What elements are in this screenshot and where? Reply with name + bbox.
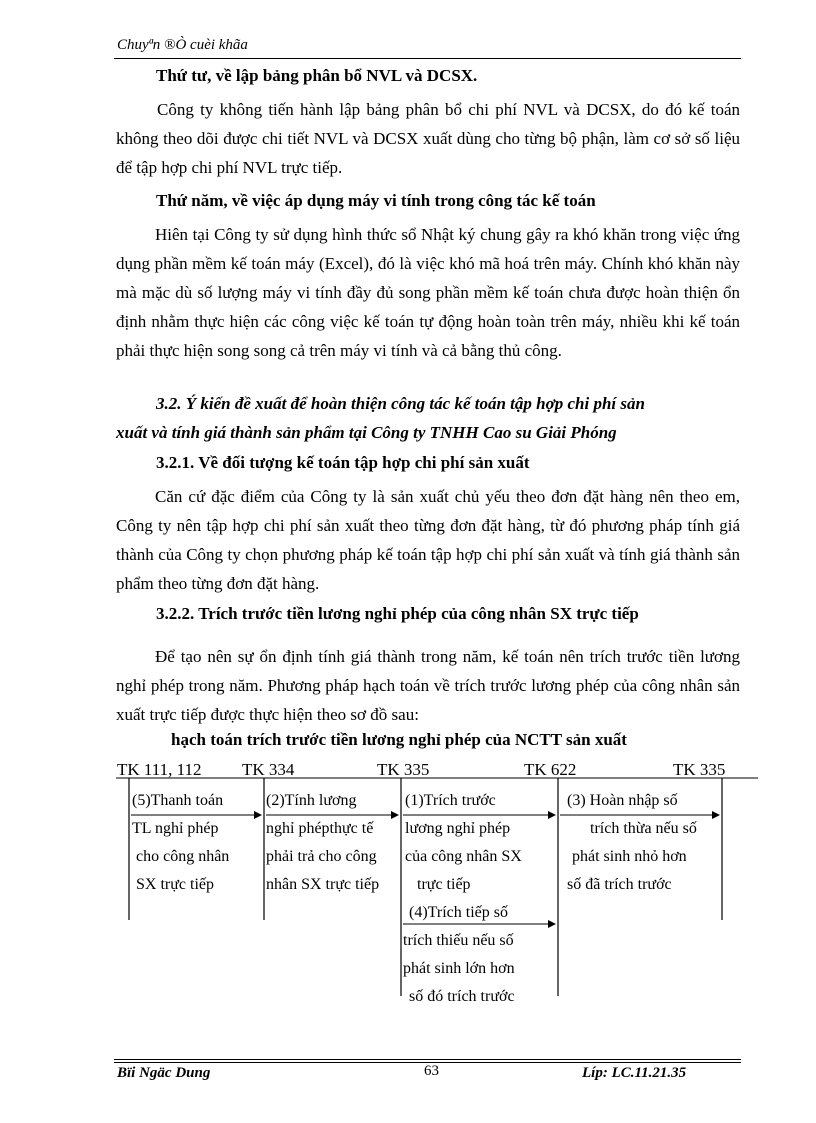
section-5-paragraph: Hiên tại Công ty sử dụng hình thức sổ Nhật ký chung gây ra khó khăn trong việc ứng dụng phần mềm kế toán máy (Excel), đó là việc khó mã hoá trên máy. Chính khó khăn này mà mặc dù số lượng máy vi tính đầy đủ song phần mềm kế toán chưa được hoàn thiện ổn định nhằm thực hiện các công việc kế toán tự động hoàn toàn trên máy, nhiều khi kế toán phải thực hiện song song cả trên máy vi tính và cả bằng thủ công. — [116, 225, 740, 360]
entry-2-line1: (2)Tính lương — [266, 792, 357, 809]
entry-4-line2: trích thiếu nếu số — [403, 932, 514, 949]
account-label-tk335: TK 335 — [377, 760, 430, 779]
entry-5-line2: TL nghỉ phép — [132, 820, 219, 837]
section-heading-3-2-1: 3.2.1. Về đối tượng kế toán tập hợp chi phí sản xuất — [156, 453, 530, 472]
diagram-title: hạch toán trích trước tiền lương nghỉ phép của NCTT sản xuất — [171, 730, 627, 749]
entry-2-line4: nhân SX trực tiếp — [266, 876, 380, 893]
entry-1-line1: (1)Trích trước — [405, 792, 496, 809]
section-4-paragraph: Công ty không tiến hành lập bảng phân bổ chi phí NVL và DCSX, do đó kế toán không theo dõi được chi tiết NVL và DCSX xuất dùng cho từng bộ phận, làm cơ sở số liệu để tập hợp chi phí NVL trực tiếp. — [116, 100, 740, 177]
entry-3-line1: (3) Hoàn nhập số — [567, 792, 678, 809]
section-heading-3-2-2: 3.2.2. Trích trước tiền lương nghỉ phép của công nhân SX trực tiếp — [156, 604, 639, 623]
footer-rule-top — [114, 1059, 741, 1060]
entry-5-line1: (5)Thanh toán — [132, 792, 224, 809]
entry-1-line4: trực tiếp — [417, 876, 471, 893]
entry-5-line4: SX trực tiếp — [136, 876, 214, 893]
entry-2-line2: nghỉ phépthực tế — [266, 820, 374, 837]
account-label-tk111: TK 111, 112 — [117, 760, 202, 779]
section-3-2-1-paragraph: Căn cứ đặc điểm của Công ty là sản xuất chủ yếu theo đơn đặt hàng nên theo em, Công ty nên tập hợp chi phí sản xuất theo từng đơn đặt hàng, từ đó phương pháp tính giá thành của Công ty chọn phương pháp kế toán tập hợp chi phí sản xuất và tính giá thành sản phẩm theo từng đơn đặt hàng. — [116, 487, 740, 593]
entry-1-line2: lương nghỉ phép — [405, 820, 511, 837]
entry-5-line3: cho công nhân — [136, 848, 230, 865]
footer-author: Bïi Ngäc Dung — [117, 1065, 211, 1081]
account-label-tk622: TK 622 — [524, 760, 577, 779]
account-label-tk335-right: TK 335 — [673, 760, 726, 779]
entry-4-line4: số đó trích trước — [409, 988, 515, 1005]
entry-4-line3: phát sinh lớn hơn — [403, 960, 515, 977]
entry-3-line4: số đã trích trước — [567, 876, 672, 893]
section-heading-3-2-line1: 3.2. Ý kiến đề xuất để hoàn thiện công tác kế toán tập hợp chi phí sản — [156, 394, 645, 413]
entry-2-line3: phải trả cho công — [266, 848, 377, 865]
section-heading-5: Thứ năm, về việc áp dụng máy vi tính trong công tác kế toán — [156, 191, 596, 210]
entry-3-line3: phát sinh nhỏ hơn — [572, 848, 687, 865]
entry-4-line1: (4)Trích tiếp số — [409, 904, 508, 921]
section-heading-3-2-line2: xuất và tính giá thành sản phẩm tại Công ty TNHH Cao su Giải Phóng — [116, 423, 617, 442]
section-heading-4: Thứ tư, về lập bảng phân bổ NVL và DCSX. — [156, 66, 478, 85]
account-label-tk334: TK 334 — [242, 760, 295, 779]
section-3-2-2-paragraph: Để tạo nên sự ổn định tính giá thành trong năm, kế toán nên trích trước tiền lương nghỉ phép trong năm. Phương pháp hạch toán về trích trước lương phép của công nhân sản xuất trực tiếp được thực hiện theo sơ đồ sau: — [116, 647, 740, 724]
entry-3-line2: trích thừa nếu số — [590, 820, 697, 837]
page-number: 63 — [424, 1063, 439, 1079]
page-header-title: Chuyªn ®Ò cuèi khãa — [117, 37, 248, 53]
entry-1-line3: của công nhân SX — [405, 848, 522, 865]
footer-class: Líp: LC.11.21.35 — [582, 1065, 687, 1081]
